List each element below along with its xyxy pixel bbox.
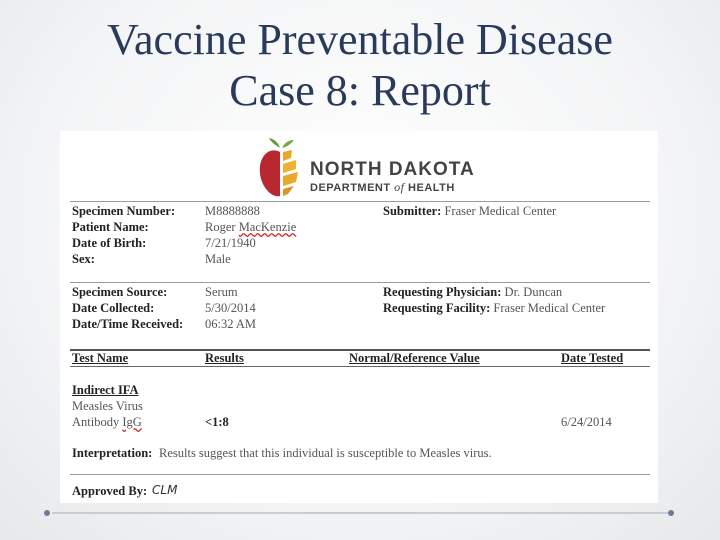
date-collected-label: Date Collected:: [72, 301, 155, 315]
slide-decoration-line: [52, 512, 668, 514]
divider: [70, 366, 650, 367]
org-dept-suffix: HEALTH: [408, 182, 455, 194]
requesting-facility: [383, 300, 605, 316]
dob-label: Date of Birth:: [72, 236, 147, 250]
slide-title: [0, 14, 720, 116]
test-line-row: [60, 398, 658, 414]
sex-value: Male: [205, 252, 231, 266]
dob-value: 7/21/1940: [205, 236, 256, 250]
test-section: Indirect IFA: [72, 383, 139, 397]
date-collected-value: 5/30/2014: [205, 301, 256, 315]
results-table-header: [60, 350, 658, 366]
specimen-number-label: Specimen Number:: [72, 204, 176, 218]
approved-row: [60, 483, 658, 499]
interpretation-row: [60, 445, 658, 461]
interpretation-text: Results suggest that this individual is susceptible to Measles virus.: [159, 446, 492, 460]
date-received-label: Date/Time Received:: [72, 317, 184, 331]
sex-row: [60, 251, 658, 267]
dob-row: [60, 235, 658, 251]
date-tested-value: 6/24/2014: [561, 415, 612, 429]
requesting-facility-label: Requesting Facility:: [383, 301, 491, 315]
requesting-facility-value: Fraser Medical Center: [493, 301, 606, 315]
patient-name-row: [60, 219, 658, 235]
patient-first-name: Roger: [205, 220, 236, 234]
org-dept-of: of: [394, 180, 405, 194]
slide-title-line-2: Case 8: Report: [229, 66, 491, 115]
slide-decoration-dot-right: [668, 510, 674, 516]
sex-label: Sex:: [72, 252, 95, 266]
divider: [70, 201, 650, 202]
requesting-physician-value: Dr. Duncan: [504, 285, 563, 299]
patient-name-label: Patient Name:: [72, 220, 149, 234]
apple-logo-icon: [258, 136, 304, 200]
specimen-number-value: M8888888: [205, 204, 260, 218]
result-row: [60, 414, 658, 430]
test-name-antibody: Antibody: [72, 415, 120, 429]
submitter-label: Submitter:: [383, 204, 442, 218]
divider: [70, 474, 650, 475]
org-name-line2: [310, 180, 475, 195]
test-section-row: [60, 382, 658, 398]
divider: [70, 282, 650, 283]
org-name-line1: NORTH DAKOTA: [310, 159, 475, 180]
lab-report: [60, 131, 658, 503]
slide-decoration-dot-left: [44, 510, 50, 516]
date-received-row: [60, 316, 658, 332]
test-name-line1: Measles Virus: [72, 399, 143, 413]
interpretation-label: Interpretation:: [72, 446, 153, 460]
specimen-source-row: [60, 284, 658, 300]
date-collected-row: [60, 300, 658, 316]
specimen-number-row: [60, 203, 658, 219]
header-test-name: Test Name: [72, 351, 129, 365]
approved-label: Approved By:: [72, 484, 148, 498]
org-dept-prefix: DEPARTMENT: [310, 182, 391, 194]
requesting-physician: [383, 284, 562, 300]
patient-name-value: [205, 219, 296, 235]
header-reference-value: Normal/Reference Value: [349, 351, 480, 365]
requesting-physician-label: Requesting Physician:: [383, 285, 502, 299]
header-date-tested: Date Tested: [561, 351, 624, 365]
header-results: Results: [205, 351, 244, 365]
slide-title-line-1: Vaccine Preventable Disease: [107, 15, 613, 64]
approver-signature: CLM: [152, 483, 178, 497]
result-value: <1:8: [205, 415, 229, 429]
date-received-value: 06:32 AM: [205, 317, 257, 331]
submitter: [383, 203, 556, 219]
patient-last-name: MacKenzie: [238, 220, 297, 234]
submitter-value: Fraser Medical Center: [444, 204, 557, 218]
specimen-source-label: Specimen Source:: [72, 285, 168, 299]
org-name: [310, 160, 475, 195]
test-name-igg: IgG: [122, 415, 142, 429]
specimen-source-value: Serum: [205, 285, 238, 299]
test-name-line2: [72, 414, 142, 430]
